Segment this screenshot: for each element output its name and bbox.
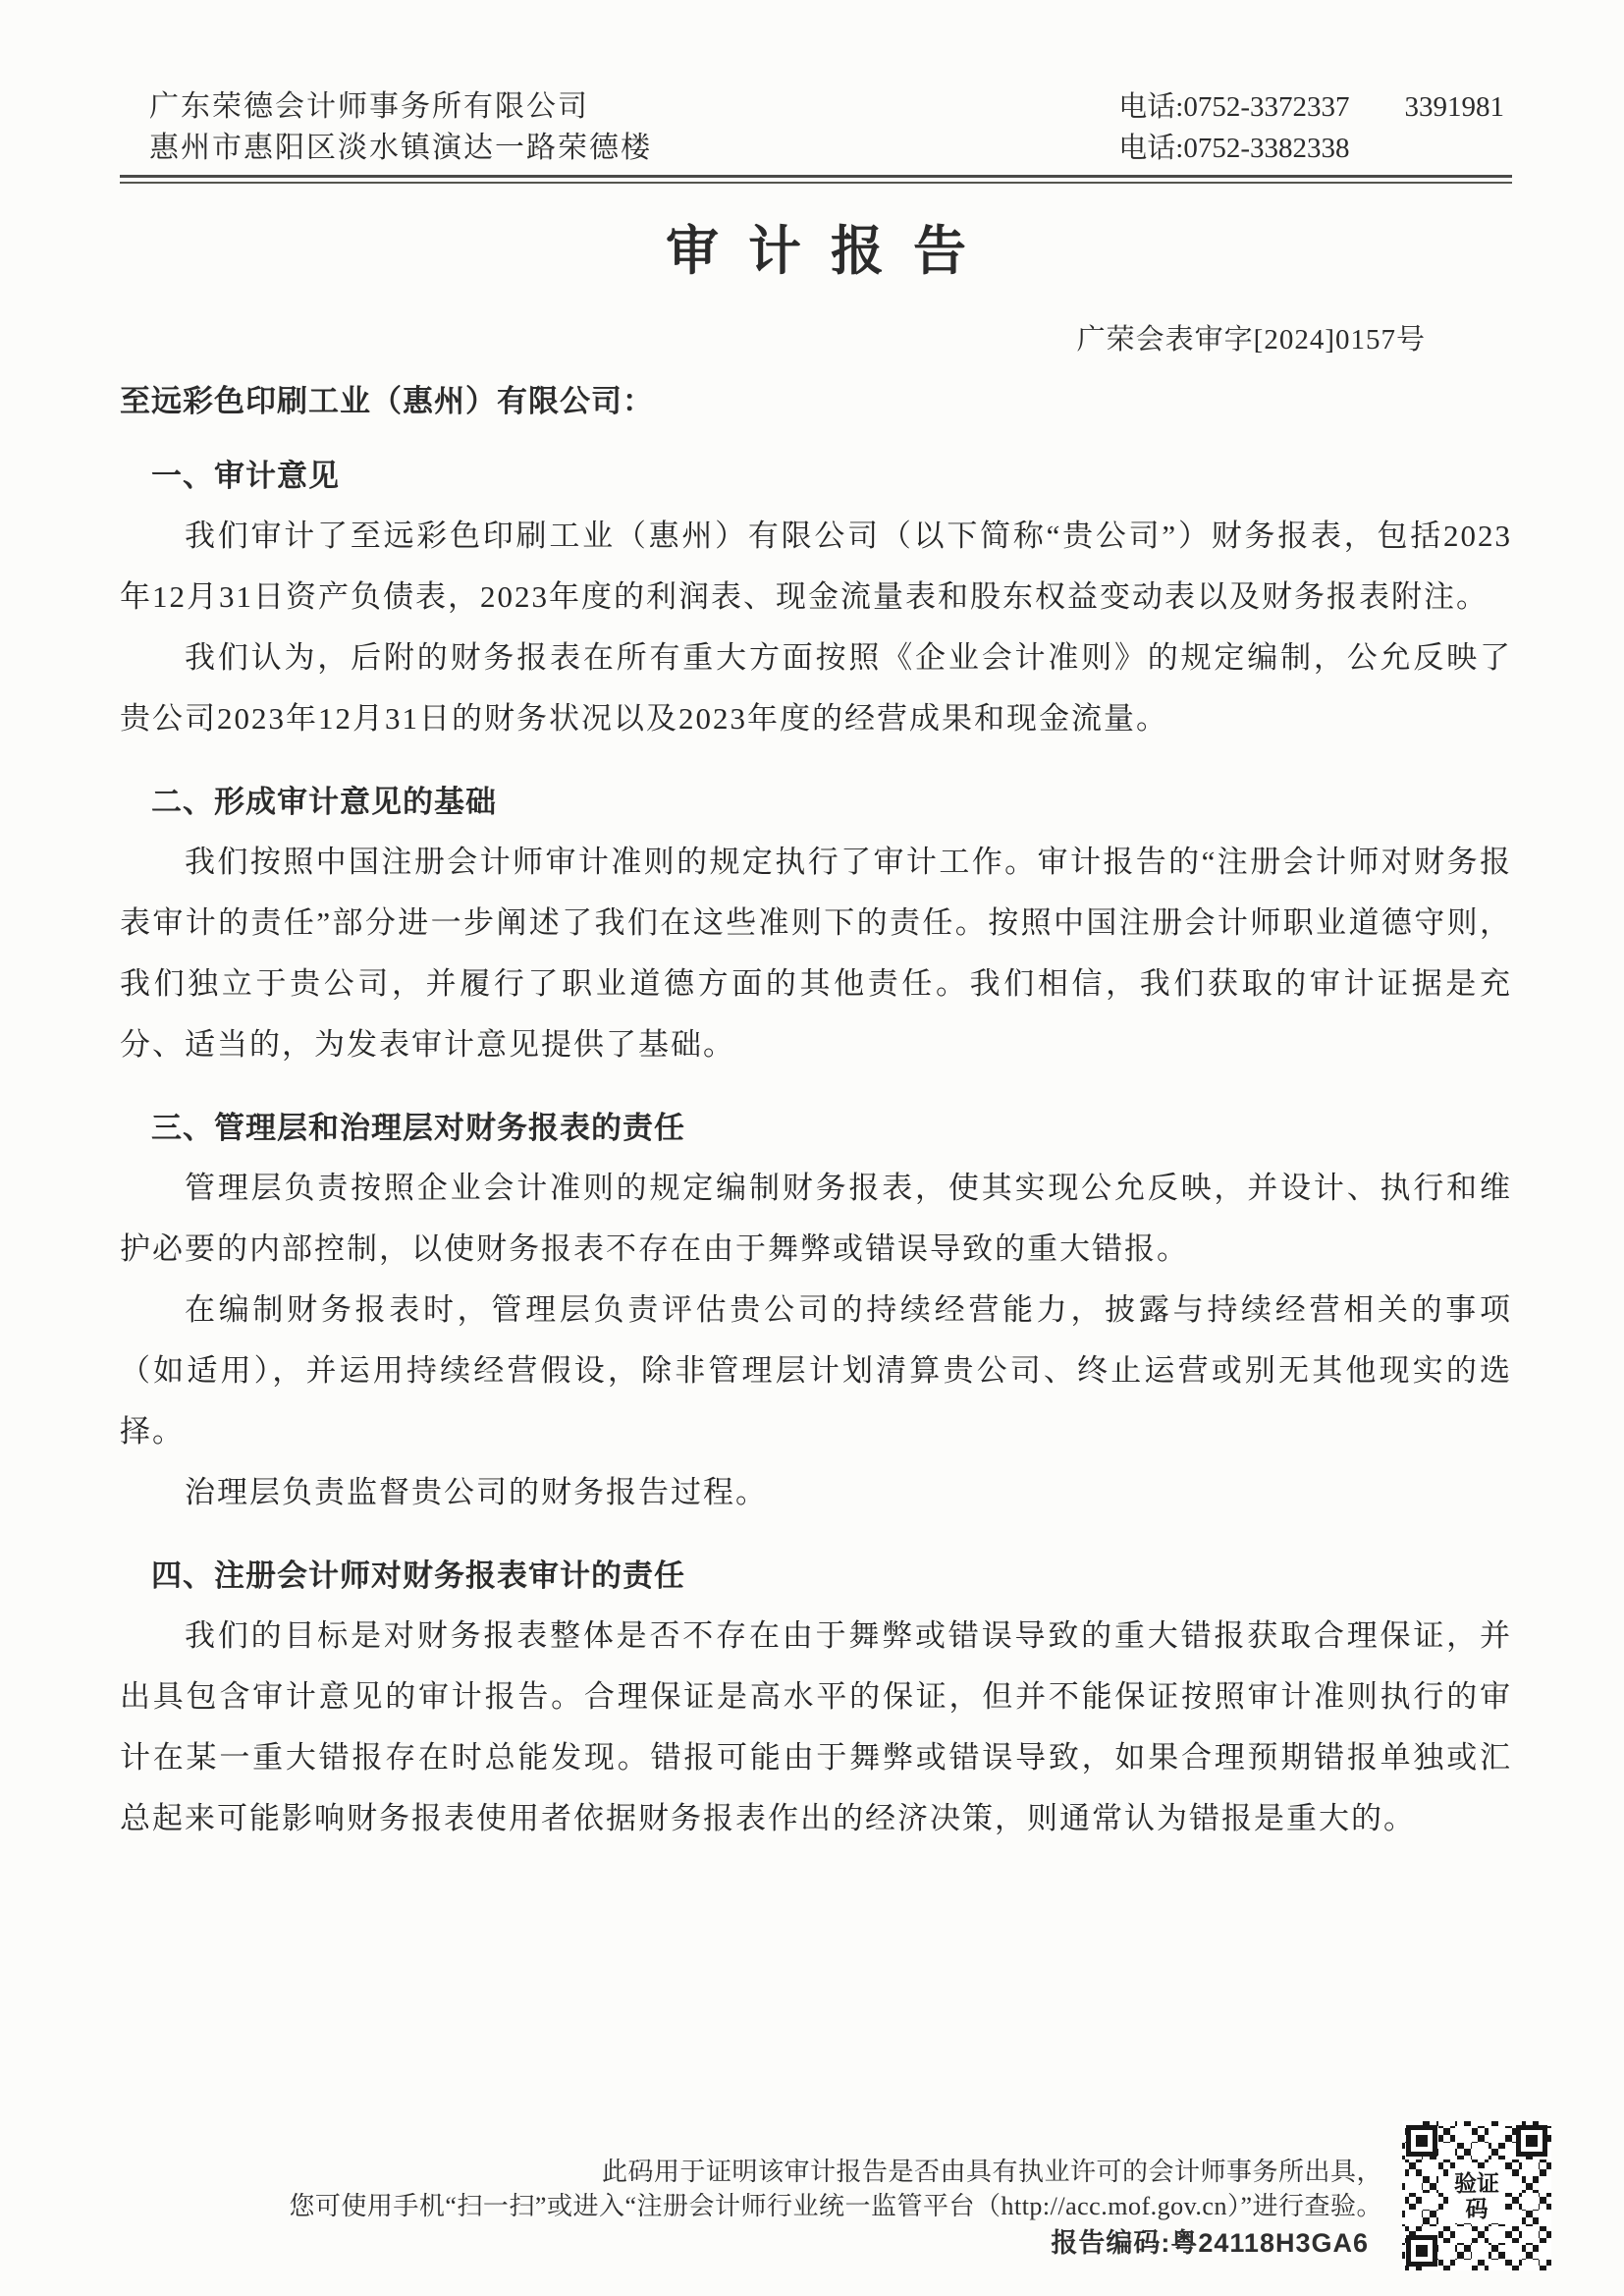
section-heading: 三、管理层和治理层对财务报表的责任	[151, 1111, 685, 1146]
section-basis-for-opinion	[120, 773, 1512, 1075]
section-audit-opinion	[120, 447, 1512, 749]
qr-finder-icon	[1406, 2235, 1437, 2267]
paragraph: 在编制财务报表时，管理层负责评估贵公司的持续经营能力，披露与持续经营相关的事项（如适用），并运用持续经营假设，除非管理层计划清算贵公司、终止运营或别无其他现实的选择。	[120, 1292, 1512, 1449]
footer	[0, 2121, 1624, 2270]
phone-row-1	[1118, 86, 1504, 128]
firm-address: 惠州市惠阳区淡水镇演达一路荣德楼	[149, 132, 652, 164]
report-code: 报告编码:粤24118H3GA6	[1051, 2228, 1369, 2258]
paragraph: 治理层负责监督贵公司的财务报告过程。	[185, 1475, 768, 1510]
paragraph: 我们按照中国注册会计师审计准则的规定执行了审计工作。审计报告的“注册会计师对财务报表审计的责任”部分进一步阐述了我们在这些准则下的责任。按照中国注册会计师职业道德守则，我们独立于贵公司，并履行了职业道德方面的其他责任。我们相信，我们获取的审计证据是充分、适当的，为发表审计意见提供了基础。	[120, 845, 1512, 1063]
section-heading: 四、注册会计师对财务报表审计的责任	[151, 1558, 685, 1594]
firm-info	[149, 86, 652, 169]
paragraph: 管理层负责按照企业会计准则的规定编制财务报表，使其实现公允反映，并设计、执行和维护必要的内部控制，以使财务报表不存在由于舞弊或错误导致的重大错报。	[120, 1171, 1512, 1267]
header-divider	[120, 175, 1512, 184]
firm-phones	[1118, 86, 1504, 169]
addressee: 至远彩色印刷工业（惠州）有限公司：	[120, 384, 654, 419]
section-heading: 一、审计意见	[151, 459, 340, 494]
paragraph: 我们认为，后附的财务报表在所有重大方面按照《企业会计准则》的规定编制，公允反映了贵公司2023年12月31日的财务状况以及2023年度的经营成果和现金流量。	[120, 640, 1512, 737]
qr-finder-icon	[1516, 2125, 1547, 2157]
paragraph: 我们的目标是对财务报表整体是否不存在由于舞弊或错误导致的重大错报获取合理保证，并出具包含审计意见的审计报告。合理保证是高水平的保证，但并不能保证按照审计准则执行的审计在某一重大错报存在时总能发现。错报可能由于舞弊或错误导致，如果合理预期错报单独或汇总起来可能影响财务报表使用者依据财务报表作出的经济决策，则通常认为错报是重大的。	[120, 1618, 1512, 1836]
qr-finder-icon	[1406, 2125, 1437, 2157]
qr-verification-label: 验证码	[1448, 2168, 1505, 2223]
phone-number-1-alt: 3391981	[1404, 91, 1504, 123]
verification-notes	[289, 2155, 1382, 2270]
firm-name: 广东荣德会计师事务所有限公司	[149, 90, 589, 123]
phone-row-2	[1118, 128, 1504, 169]
section-auditor-responsibilities	[120, 1547, 1512, 1849]
section-management-responsibilities	[120, 1099, 1512, 1523]
letterhead	[120, 86, 1512, 173]
section-heading: 二、形成审计意见的基础	[151, 785, 497, 820]
document-title: 审计报告	[666, 222, 996, 281]
report-number: 广荣会表审字[2024]0157号	[1076, 324, 1426, 356]
qr-code	[1402, 2121, 1551, 2270]
paragraph: 我们审计了至远彩色印刷工业（惠州）有限公司（以下简称“贵公司”）财务报表，包括2023年12月31日资产负债表，2023年度的利润表、现金流量表和股东权益变动表以及财务报表附注。	[120, 519, 1512, 615]
verification-note-line2: 您可使用手机“扫一扫”或进入“注册会计师行业统一监管平台（http://acc.mof.gov.cn）”进行查验。	[289, 2192, 1382, 2220]
phone-number-1: 电话:0752-3372337	[1118, 91, 1350, 123]
verification-note-line1: 此码用于证明该审计报告是否由具有执业许可的会计师事务所出具，	[601, 2158, 1382, 2186]
phone-number-2: 电话:0752-3382338	[1118, 133, 1350, 164]
